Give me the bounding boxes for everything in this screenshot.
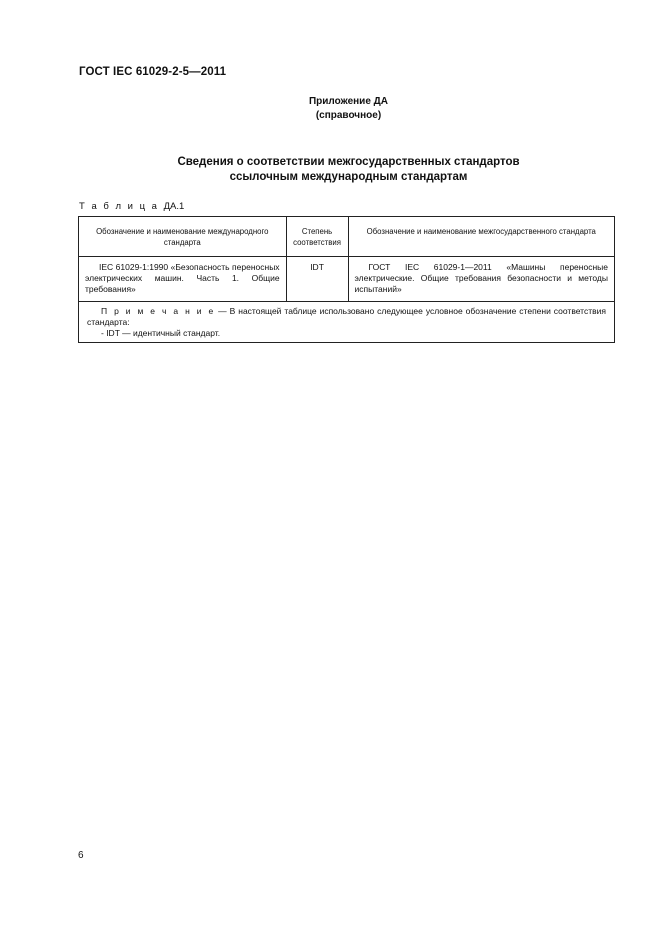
cell-international-standard: IEC 61029-1:1990 «Безопасность переносных электрических машин. Часть 1. Общие требования» bbox=[79, 257, 287, 302]
document-code: ГОСТ IEC 61029-2-5—2011 bbox=[79, 66, 227, 78]
section-title bbox=[0, 155, 661, 185]
table-caption-number: ДА.1 bbox=[163, 201, 185, 212]
appendix-subtitle: (справочное) bbox=[315, 110, 382, 121]
correspondence-table bbox=[78, 216, 615, 343]
page-number: 6 bbox=[78, 850, 84, 861]
note-item: - IDT — идентичный стандарт. bbox=[101, 328, 221, 338]
note-label: П р и м е ч а н и е bbox=[101, 306, 216, 316]
cell-interstate-standard: ГОСТ IEC 61029-1—2011 «Машины переносные электрические. Общие требования безопасности и методы испытаний» bbox=[348, 257, 614, 302]
cell-degree: IDT bbox=[286, 257, 348, 302]
table-header-row bbox=[79, 217, 615, 257]
note-text: — В настоящей таблице использовано следующее условное обозначение степени соответствия стандарта: bbox=[87, 306, 606, 327]
table-caption-prefix: Т а б л и ц а bbox=[79, 201, 159, 212]
section-title-line1: Сведения о соответствии межгосударственных стандартов bbox=[177, 156, 520, 168]
table-note bbox=[79, 302, 615, 343]
appendix-heading bbox=[0, 95, 661, 123]
column-header-degree: Степень соответствия bbox=[286, 217, 348, 257]
appendix-title: Приложение ДА bbox=[308, 96, 389, 107]
column-header-interstate: Обозначение и наименование межгосударственного стандарта bbox=[348, 217, 614, 257]
section-title-line2: ссылочным международным стандартам bbox=[229, 171, 468, 183]
table-row bbox=[79, 257, 615, 302]
table-note-row bbox=[79, 302, 615, 343]
table-caption bbox=[79, 201, 184, 212]
column-header-international: Обозначение и наименование международного стандарта bbox=[79, 217, 287, 257]
